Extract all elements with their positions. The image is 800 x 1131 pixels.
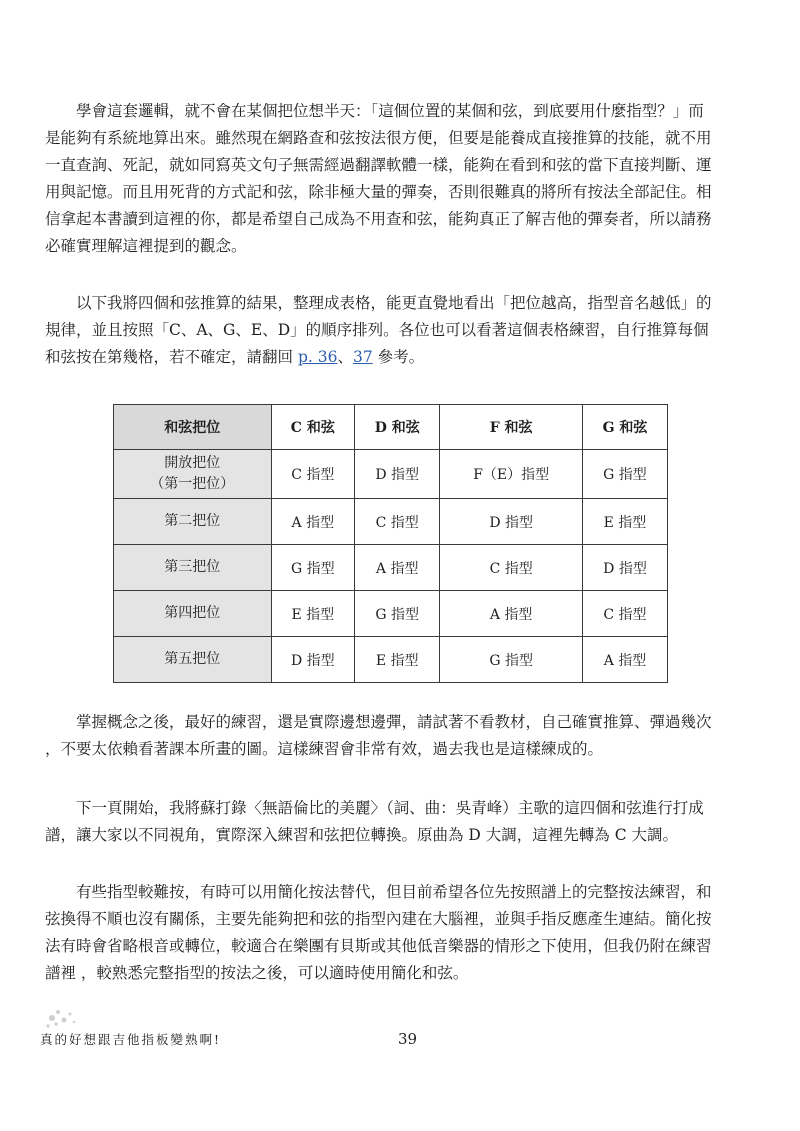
- table-cell: G 指型: [440, 637, 583, 683]
- table-cell: C 指型: [582, 591, 667, 637]
- table-header-cell: F 和弦: [440, 405, 583, 450]
- table-row: [114, 591, 668, 637]
- paragraph-2: [45, 290, 745, 371]
- text-line: 掌握概念之後，最好的練習，還是實際邊想邊彈，請試著不看教材，自己確實推算、彈過幾次: [45, 713, 712, 731]
- text-line: 有些指型較難按，有時可以用簡化按法替代，但目前希望各位先按照譜上的完整按法練習，和: [45, 883, 712, 901]
- text-line: 譜裡 ，較熟悉完整指型的按法之後，可以適時使用簡化和弦。: [45, 964, 469, 982]
- decorative-splash-icon: [44, 1004, 80, 1032]
- text-line: 學會這套邏輯，就不會在某個把位想半天：「這個位置的某個和弦，到底要用什麼指型？」而: [45, 102, 704, 120]
- text-line: 規律，並且按照「C、A、G、E、D」的順序排列。各位也可以看著這個表格練習，自行推算每個: [45, 321, 709, 339]
- row-label: 第二把位: [114, 499, 272, 545]
- text-line: 信拿起本書讀到這裡的你，都是希望自己成為不用查和弦，能夠真正了解吉他的彈奏者，所以請務: [45, 210, 712, 228]
- table-cell: A 指型: [355, 545, 440, 591]
- text-line: ，不要太依賴看著課本所畫的圖。這樣練習會非常有效，過去我也是這樣練成的。: [45, 740, 604, 758]
- table-row: [114, 450, 668, 499]
- table-cell: G 指型: [355, 591, 440, 637]
- text-line: 下一頁開始，我將蘇打錄〈無語倫比的美麗〉（詞、曲：吳青峰）主歌的這四個和弦進行打成: [45, 799, 704, 817]
- paragraph-4: [45, 795, 745, 849]
- table-header-cell: G 和弦: [582, 405, 667, 450]
- chord-position-table: [113, 404, 668, 683]
- text-line: 用與記憶。而且用死背的方式記和弦，除非極大量的彈奏，否則很難真的將所有按法全部記住。相: [45, 183, 712, 201]
- text-line: 以下我將四個和弦推算的結果，整理成表格，能更直覺地看出「把位越高，指型音名越低」的: [45, 294, 712, 312]
- row-label: 第四把位: [114, 591, 272, 637]
- table-header-cell: 和弦把位: [114, 405, 272, 450]
- text-line: 是能夠有系統地算出來。雖然現在網路查和弦按法很方便，但要是能養成直接推算的技能，就不用: [45, 129, 712, 147]
- page-link-36[interactable]: p. 36: [297, 348, 338, 366]
- row-label: 第三把位: [114, 545, 272, 591]
- table-cell: D 指型: [440, 499, 583, 545]
- page-number: 39: [398, 1030, 418, 1048]
- table-cell: C 指型: [355, 499, 440, 545]
- text-fragment: 、: [337, 348, 353, 366]
- table-row: [114, 499, 668, 545]
- table-cell: D 指型: [355, 450, 440, 499]
- table-cell: E 指型: [582, 499, 667, 545]
- table-cell: E 指型: [355, 637, 440, 683]
- table-cell: G 指型: [271, 545, 354, 591]
- text-line: 法有時會省略根音或轉位，較適合在樂團有貝斯或其他低音樂器的情形之下使用，但我仍附在練習: [45, 937, 712, 955]
- table-header-row: [114, 405, 668, 450]
- paragraph-3: [45, 709, 745, 763]
- table-cell: A 指型: [582, 637, 667, 683]
- table-cell: A 指型: [440, 591, 583, 637]
- table-cell: G 指型: [582, 450, 667, 499]
- paragraph-5: [45, 879, 745, 987]
- page-link-37[interactable]: 37: [352, 348, 373, 366]
- text-line-with-links: [45, 344, 745, 371]
- text-line: 譜，讓大家以不同視角，實際深入練習和弦把位轉換。原曲為 D 大調，這裡先轉為 C 大調。: [45, 826, 678, 844]
- table-header-cell: C 和弦: [271, 405, 354, 450]
- table-header-cell: D 和弦: [355, 405, 440, 450]
- text-fragment: 和弦按在第幾格，若不確定，請翻回: [45, 348, 298, 366]
- table-cell: C 指型: [271, 450, 354, 499]
- text-fragment: 參考。: [372, 348, 425, 366]
- book-title-footer: 真的好想跟吉他指板變熟啊!: [40, 1032, 222, 1047]
- row-label: [114, 450, 272, 499]
- table-cell: D 指型: [271, 637, 354, 683]
- table-row: [114, 545, 668, 591]
- text-line: 一直查詢、死記，就如同寫英文句子無需經過翻譯軟體一樣，能夠在看到和弦的當下直接判斷、運: [45, 156, 712, 174]
- row-label-line: （第一把位）: [150, 476, 235, 492]
- table-row: [114, 637, 668, 683]
- table-cell: C 指型: [440, 545, 583, 591]
- row-label-line: 開放把位: [164, 455, 221, 471]
- table-cell: E 指型: [271, 591, 354, 637]
- text-line: 必確實理解這裡提到的觀念。: [45, 237, 247, 255]
- row-label: 第五把位: [114, 637, 272, 683]
- text-line: 弦換得不順也沒有關係，主要先能夠把和弦的指型內建在大腦裡，並與手指反應產生連結。簡化按: [45, 910, 712, 928]
- table-cell: D 指型: [582, 545, 667, 591]
- table-cell: A 指型: [271, 499, 354, 545]
- table-cell: F（E）指型: [440, 450, 583, 499]
- paragraph-1: [45, 98, 745, 260]
